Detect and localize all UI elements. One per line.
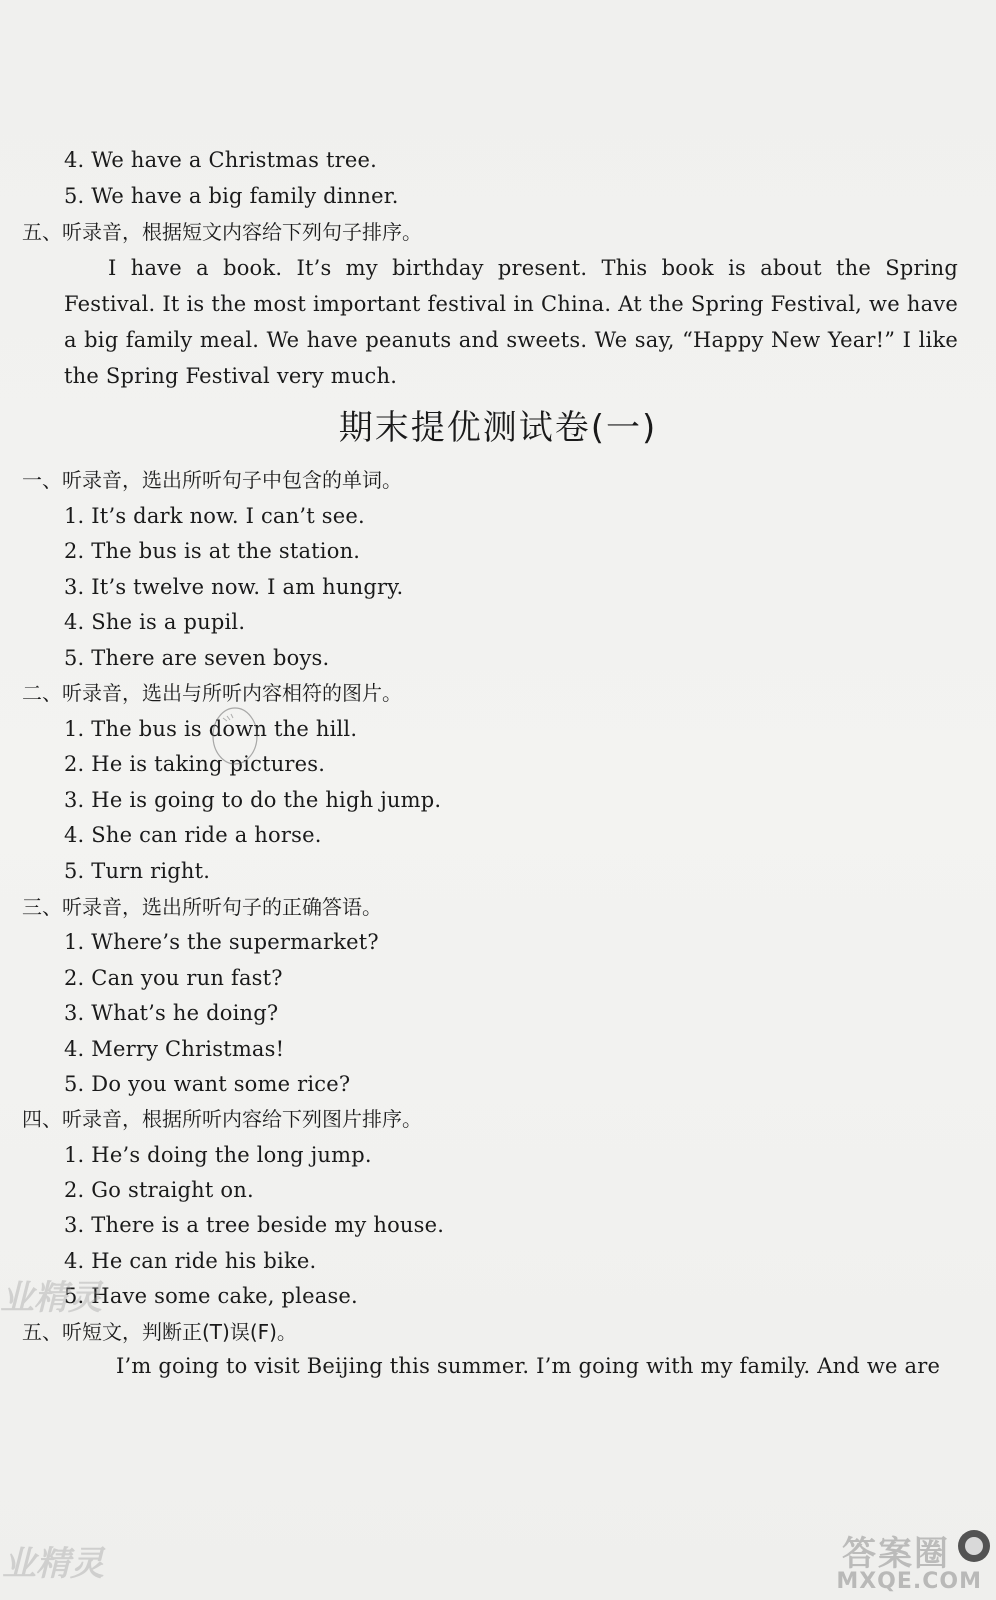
list-item: 3. He is going to do the high jump. bbox=[64, 788, 442, 812]
list-item: 2. He is taking pictures. bbox=[64, 752, 326, 776]
pen-scribble-mark bbox=[205, 702, 267, 770]
section-heading: 五、听录音，根据短文内容给下列句子排序。 bbox=[22, 220, 422, 244]
list-item: 3. What’s he doing? bbox=[64, 1001, 279, 1025]
listening-passage bbox=[64, 250, 958, 394]
watermark-left-bottom: 业精灵 bbox=[2, 1544, 104, 1584]
list-item: 3. It’s twelve now. I am hungry. bbox=[64, 575, 404, 599]
list-item: 1. The bus is down the hill. bbox=[64, 717, 358, 741]
list-item: 4. We have a Christmas tree. bbox=[64, 148, 377, 172]
corner-logo bbox=[800, 1522, 990, 1572]
section-heading: 二、听录音，选出与所听内容相符的图片。 bbox=[22, 681, 402, 705]
list-item: 3. There is a tree beside my house. bbox=[64, 1213, 445, 1237]
list-item: 4. She is a pupil. bbox=[64, 610, 246, 634]
list-item: 4. He can ride his bike. bbox=[64, 1249, 317, 1273]
list-item: 2. Can you run fast? bbox=[64, 966, 283, 990]
list-item: 5. Have some cake, please. bbox=[64, 1284, 358, 1308]
section-heading: 一、听录音，选出所听句子中包含的单词。 bbox=[22, 468, 402, 492]
list-item: 1. It’s dark now. I can’t see. bbox=[64, 504, 365, 528]
watermark-url: MXQE.COM bbox=[836, 1569, 982, 1594]
list-item: 5. We have a big family dinner. bbox=[64, 184, 399, 208]
section-heading: 五、听短文，判断正(T)误(F)。 bbox=[22, 1320, 297, 1344]
list-item: 5. Do you want some rice? bbox=[64, 1072, 351, 1096]
list-item: 2. The bus is at the station. bbox=[64, 539, 361, 563]
section-heading: 四、听录音，根据所听内容给下列图片排序。 bbox=[22, 1107, 422, 1131]
list-item: 1. He’s doing the long jump. bbox=[64, 1143, 372, 1167]
section-heading: 三、听录音，选出所听句子的正确答语。 bbox=[22, 895, 382, 919]
list-item: 5. There are seven boys. bbox=[64, 646, 330, 670]
watermark-left-mid: 业精灵 bbox=[0, 1278, 102, 1318]
listening-passage bbox=[64, 1352, 958, 1380]
list-item: 1. Where’s the supermarket? bbox=[64, 930, 379, 954]
list-item: 2. Go straight on. bbox=[64, 1178, 254, 1202]
passage-text: I’m going to visit Beijing this summer. I’m going with my family. And we are bbox=[116, 1354, 941, 1378]
list-item: 4. Merry Christmas! bbox=[64, 1037, 285, 1061]
page-title: 期末提优测试卷(一) bbox=[338, 408, 658, 448]
passage-text: I have a book. It’s my birthday present. This book is about the Spring Festival. It is the most important festival in China. At the Spring Festival, we have a big family meal. We have peanuts and sweets. We say, “Happy New Year!” I like the Spring Festival very much. bbox=[64, 256, 958, 388]
list-item: 4. She can ride a horse. bbox=[64, 823, 322, 847]
circle-badge-icon bbox=[950, 1522, 990, 1572]
list-item: 5. Turn right. bbox=[64, 859, 211, 883]
corner-logo-text: 答案圈 bbox=[842, 1534, 950, 1574]
